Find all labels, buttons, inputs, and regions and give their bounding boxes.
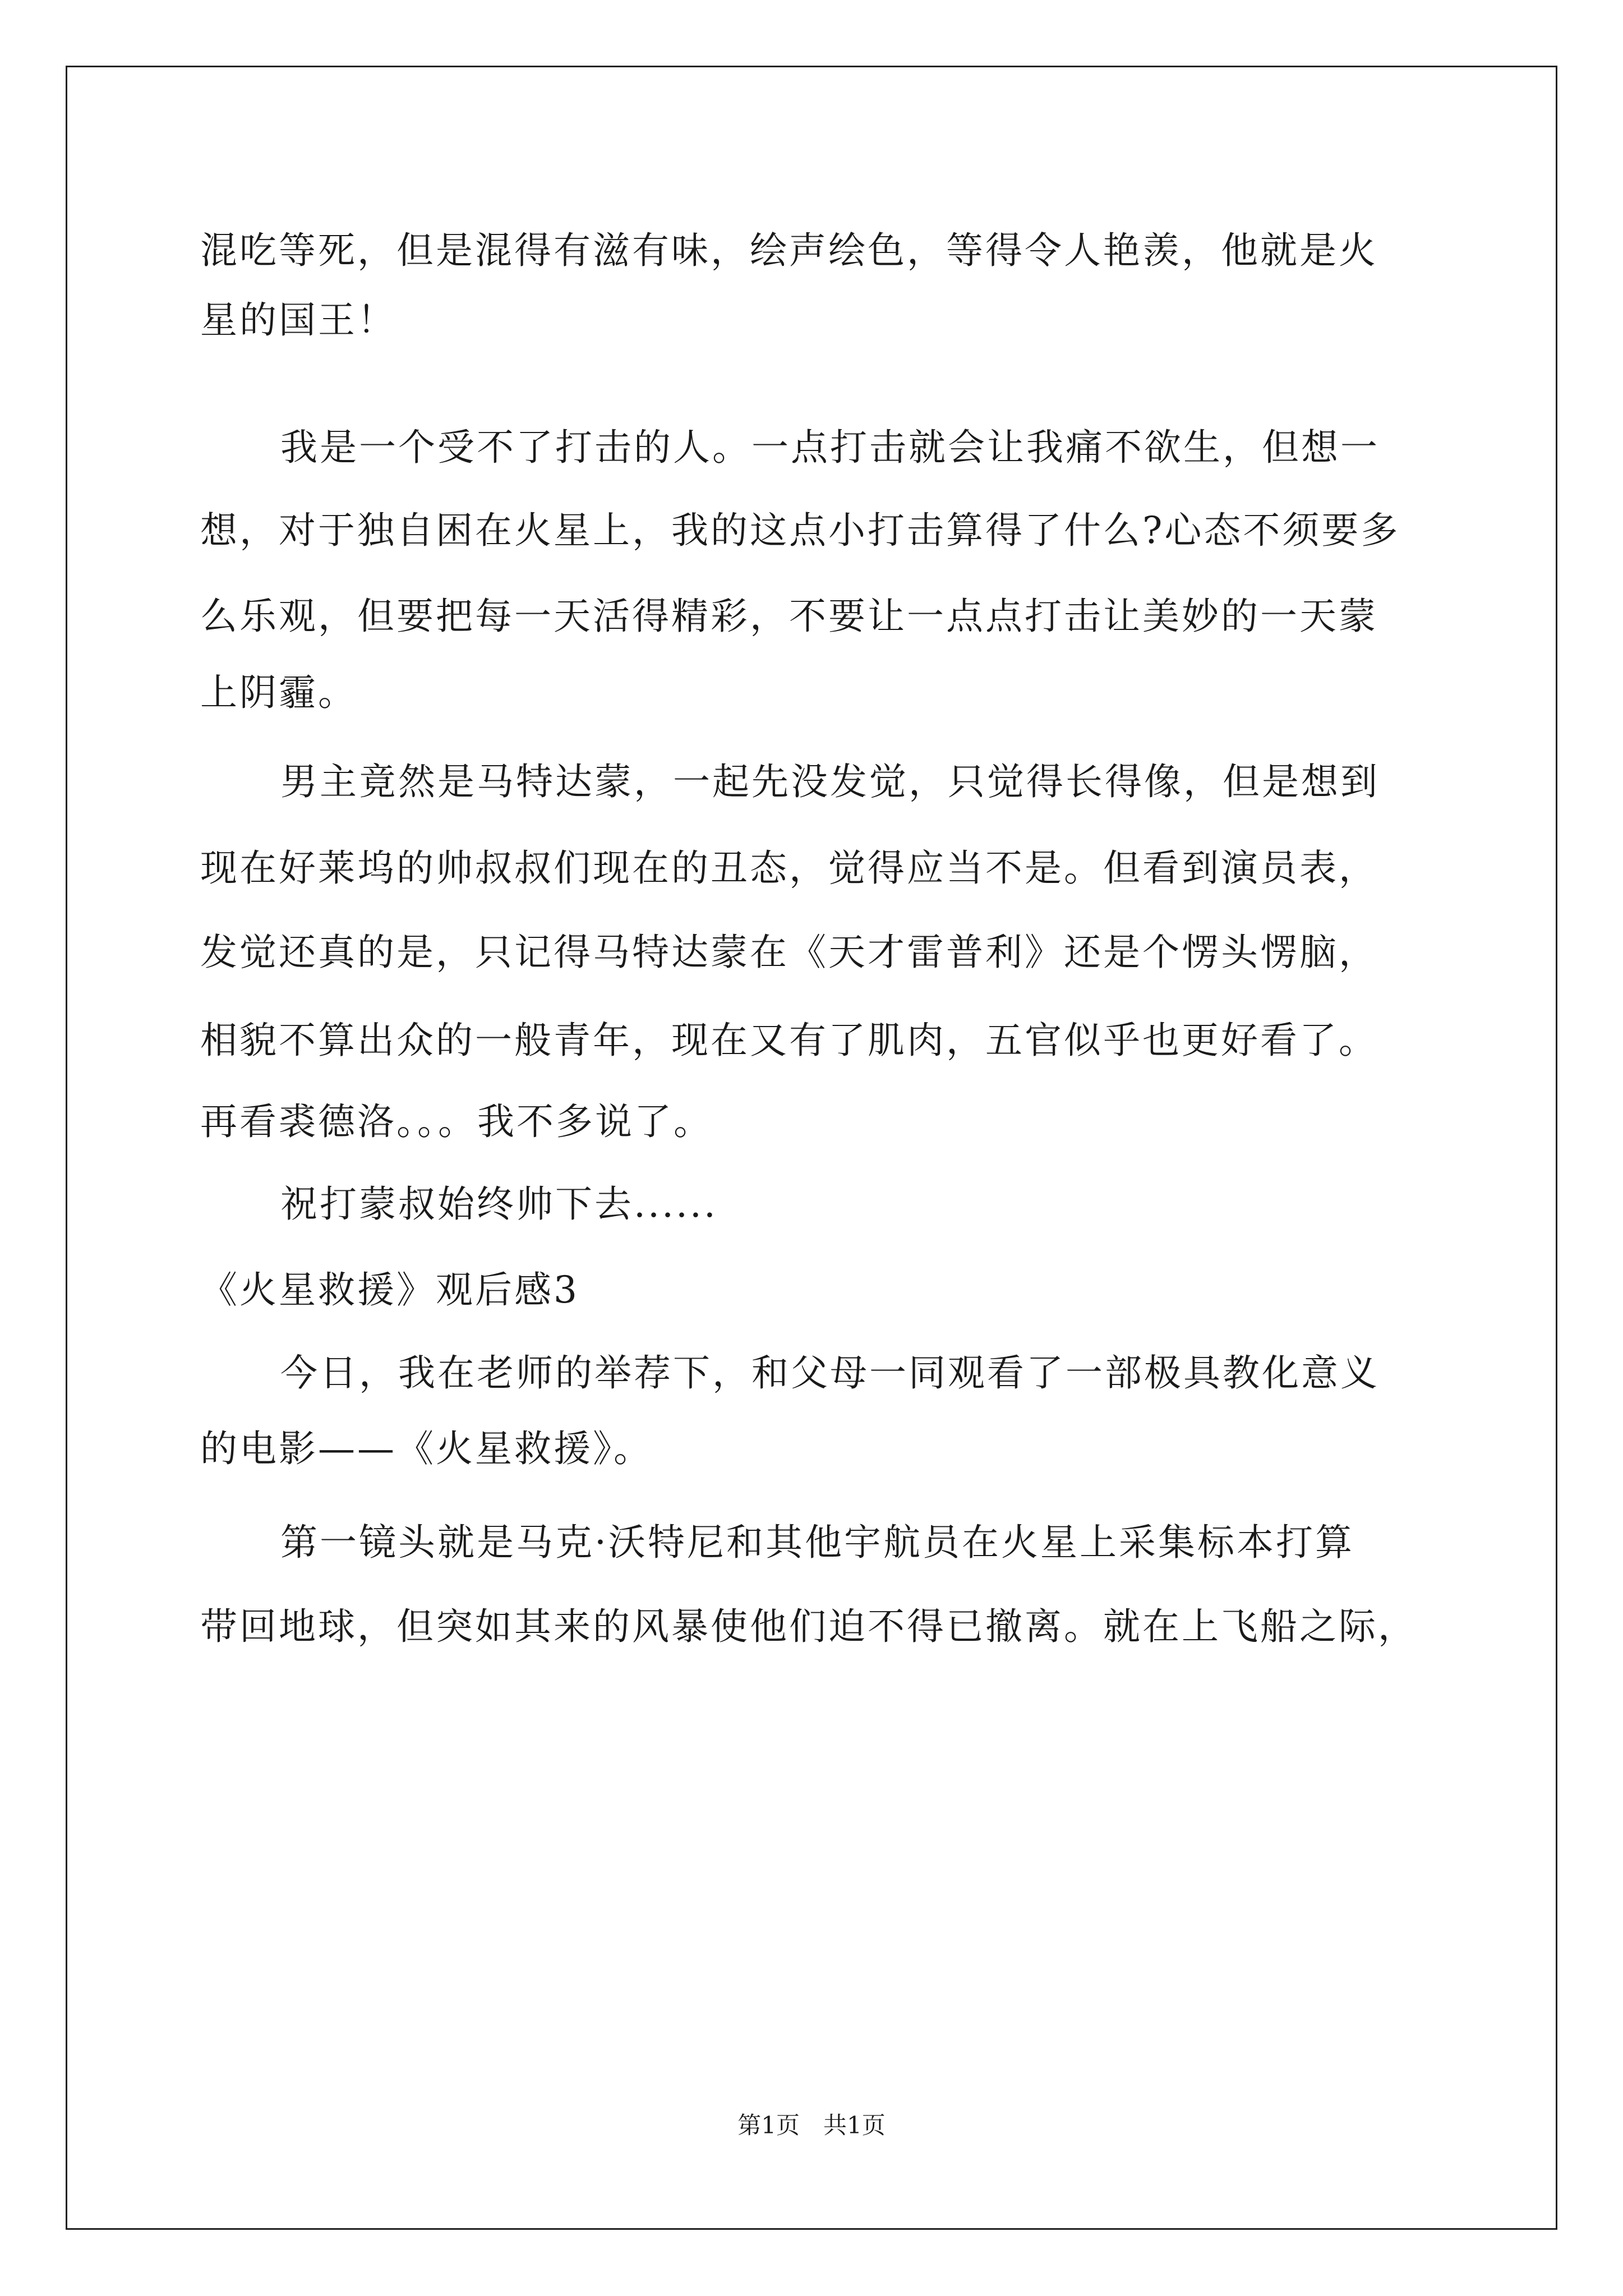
text-line: 相貌不算出众的一般青年，现在又有了肌肉，五官似乎也更好看了。 bbox=[200, 1019, 1378, 1062]
text-line: 再看裘德洛。。。我不多说了。 bbox=[200, 1100, 713, 1143]
text-line: 今日，我在老师的举荐下，和父母一同观看了一部极具教化意义 bbox=[280, 1351, 1380, 1395]
text-line: 混吃等死，但是混得有滋有味，绘声绘色，等得令人艳羡，他就是火 bbox=[200, 229, 1378, 272]
text-line: 我是一个受不了打击的人。一点打击就会让我痛不欲生，但想一 bbox=[280, 426, 1380, 469]
text-line: 第一镜头就是马克·沃特尼和其他宇航员在火星上采集标本打算 bbox=[280, 1521, 1354, 1564]
section-heading: 《火星救援》观后感3 bbox=[200, 1268, 579, 1312]
text-line: 星的国王！ bbox=[200, 298, 396, 342]
text-line: 想，对于独自困在火星上，我的这点小打击算得了什么?心态不须要多 bbox=[200, 509, 1400, 552]
text-line: 的电影——《火星救援》。 bbox=[200, 1427, 653, 1470]
text-line: 带回地球，但突如其来的风暴使他们迫不得已撤离。就在上飞船之际， bbox=[200, 1605, 1417, 1648]
text-line: 祝打蒙叔始终帅下去...... bbox=[280, 1182, 718, 1226]
text-line: 发觉还真的是，只记得马特达蒙在《天才雷普利》还是个愣头愣脑， bbox=[200, 931, 1378, 974]
text-line: 上阴霾。 bbox=[200, 671, 357, 714]
page-border bbox=[66, 66, 1557, 2230]
page-footer: 第1页 共1页 bbox=[737, 2111, 886, 2139]
text-line: 现在好莱坞的帅叔叔们现在的丑态，觉得应当不是。但看到演员表， bbox=[200, 846, 1378, 890]
text-line: 么乐观，但要把每一天活得精彩，不要让一点点打击让美妙的一天蒙 bbox=[200, 595, 1378, 638]
text-line: 男主竟然是马特达蒙，一起先没发觉，只觉得长得像，但是想到 bbox=[280, 760, 1380, 803]
